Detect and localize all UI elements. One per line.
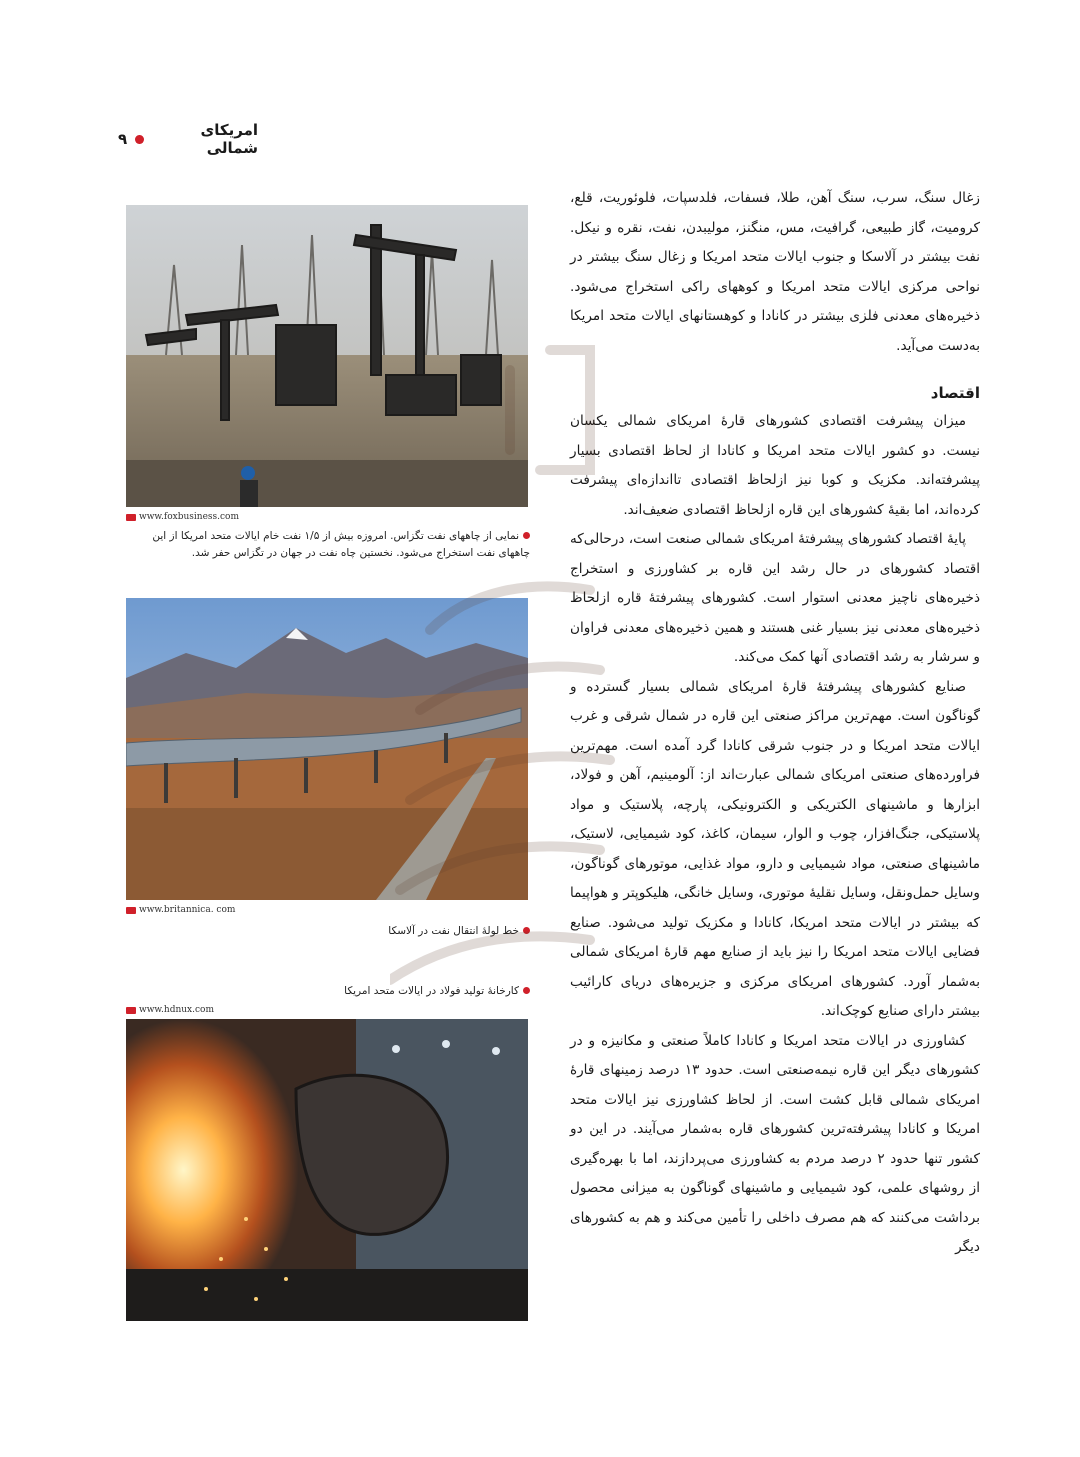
caption-text: کارخانهٔ تولید فولاد در ایالات متحد امریکا [344,985,519,997]
source-url: www.foxbusiness.com [139,512,239,522]
link-icon [126,514,136,521]
main-text-column [570,184,980,1263]
steel-plant-photo [126,1019,528,1321]
photo-caption [126,923,530,940]
photo-source-credit [126,905,235,915]
photo-caption [126,528,530,562]
header-bullet-icon [135,135,143,144]
oil-wells-photo [126,205,528,507]
caption-text: خط لولهٔ انتقال نفت در آلاسکا [388,925,519,937]
source-url: www.hdnux.com [139,1005,214,1015]
section-heading: اقتصاد [930,384,980,402]
paragraph: کشاورزی در ایالات متحد امریکا و کانادا کاملاً صنعتی و مکانیزه و در کشورهای دیگر این قاره نیمه‌صنعتی است. حدود ۱۳ درصد زمینهای قارهٔ امریکای شمالی قابل کشت است. از لحاظ کشاورزی نیز ایالات متحد امریکا و کانادا پیشرفته‌ترین کشورهای قاره به‌شمار می‌آیند. در این دو کشور تنها حدود ۲ درصد مردم به کشاورزی می‌پردازند، اما با بهره‌گیری از روشهای علمی، کود شیمیایی و ماشینهای گوناگون به میزانی محصول برداشت می‌کنند که هم مصرف داخلی را تأمین می‌کند و هم به کشورهای دیگر [570,1032,980,1255]
caption-bullet-icon [523,532,530,539]
caption-bullet-icon [523,987,530,994]
link-icon [126,1007,136,1014]
intro-paragraph: زغال سنگ، سرب، سنگ آهن، طلا، فسفات، فلدسپات، فلوئوریت، قلع، کرومیت، گاز طبیعی، گرافیت، مس، منگنز، مولیبدن، نفت، نقره و نیکل. نفت بیشتر در آلاسکا و جنوب ایالات متحد امریکا و زغال سنگ بیشتر در نواحی مرکزی ایالات متحد امریکا و کوههای راکی استخراج می‌شود. ذخیره‌های معدنی فلزی بیشتر در کانادا و کوهستانهای ایالات متحد امریکا به‌دست می‌آید. [570,190,980,354]
page-number: ۹ [118,130,128,148]
photo-source-credit [126,1005,214,1015]
caption-bullet-icon [523,927,530,934]
pipeline-photo [126,598,528,900]
paragraph: پایهٔ اقتصاد کشورهای پیشرفتهٔ امریکای شمالی صنعت است، درحالی‌که اقتصاد کشورهای در حال رشد این قاره بر کشاورزی و استخراج ذخیره‌های ناچیز معدنی استوار است. کشورهای پیشرفتهٔ قاره ازلحاظ ذخیره‌های معدنی نیز بسیار غنی هستند و همین ذخیره‌های معدنی فراوان و سرشار به رشد اقتصادی آنها کمک می‌کند. [570,531,980,665]
photo-source-credit [126,512,239,522]
page-header [118,121,258,157]
source-url: www.britannica. com [139,905,236,915]
link-icon [126,907,136,914]
caption-text: نمایی از چاههای نفت تگزاس. امروزه بیش از ۱/۵ نفت خام ایالات متحد امریکا از این چاههای نفت استخراج می‌شود. نخستین چاه نفت در جهان در تگزاس حفر شد. [152,530,530,559]
photo-caption [126,983,530,1000]
paragraph: صنایع کشورهای پیشرفتهٔ قارهٔ امریکای شمالی بسیار گسترده و گوناگون است. مهم‌ترین مراکز صنعتی این قاره در شمال شرقی و غرب ایالات متحد امریکا و در جنوب شرقی کانادا گرد آمده است. مهم‌ترین فراورده‌های صنعتی امریکای شمالی عبارت‌اند از: آلومینیم، آهن و فولاد، ابزارها و ماشینهای الکتریکی و الکترونیکی، پارچه، پلاستیک و مواد پلاستیکی، جنگ‌افزار، چوب و الوار، سیمان، کاغذ، کود شیمیایی، لاستیک، ماشینهای صنعتی، مواد شیمیایی و دارو، مواد غذایی، موتورهای گوناگون، وسایل حمل‌ونقل، وسایل نقلیهٔ موتوری، وسایل خانگی، هلیکوپتر و هواپیما که بیشتر در ایالات متحد امریکا، کانادا و مکزیک تولید می‌شود. صنایع فضایی ایالات متحد امریکا را نیز باید از صنایع مهم قارهٔ امریکای شمالی به‌شمار آورد. کشورهای امریکای مرکزی و جزیره‌های دریای کارائیب بیشتر دارای صنایع کوچک‌اند. [570,678,980,1019]
paragraph: میزان پیشرفت اقتصادی کشورهای قارهٔ امریکای شمالی یکسان نیست. دو کشور ایالات متحد امریکا و کانادا از لحاظ اقتصادی بسیار پیشرفته‌اند. مکزیک و کوبا نیز ازلحاظ اقتصادی تااندازه‌ای پیشرفت کرده‌اند، اما بقیهٔ کشورهای این قاره ازلحاظ اقتصادی ضعیف‌اند. [570,413,980,518]
chapter-title: امریکای شمالی [200,121,258,157]
